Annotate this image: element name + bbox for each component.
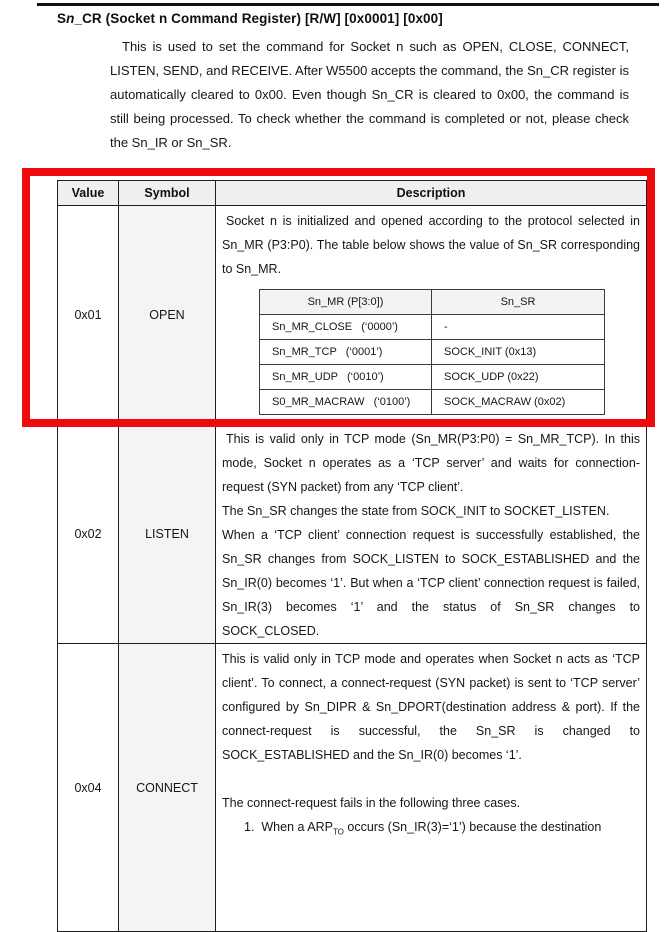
table-row-listen [58, 424, 647, 644]
inner-cell: SOCK_UDP (0x22) [432, 365, 605, 390]
table-header-row [58, 181, 647, 206]
value-cell: 0x02 [58, 424, 119, 644]
inner-cell: Sn_MR_TCP (‘0001’) [260, 340, 432, 365]
description-cell [216, 206, 647, 424]
inner-row-udp [260, 365, 605, 390]
inner-cell: - [432, 315, 605, 340]
description-paragraph: When a ‘TCP client’ connection request is successfully established, the Sn_SR changes from SOCK_LISTEN to SOCK_ESTABLISHED and the Sn_IR(0) becomes ‘1’. But when a ‘TCP client’ connection request is failed, Sn_IR(3) becomes ‘1’ and the status of Sn_SR changes to SOCK_CLOSED. [222, 528, 640, 638]
symbol-cell: LISTEN [119, 424, 216, 644]
heading-italic-n: n [66, 11, 75, 26]
value-cell: 0x04 [58, 644, 119, 932]
inner-header-row [260, 290, 605, 315]
inner-header-sn-sr: Sn_SR [432, 290, 605, 315]
description-cell [216, 424, 647, 644]
list-item-text: 1. When a ARP [244, 820, 333, 834]
table-row-connect [58, 644, 647, 932]
inner-cell: SOCK_INIT (0x13) [432, 340, 605, 365]
description-cell [216, 644, 647, 932]
inner-row-macraw [260, 390, 605, 415]
register-heading [57, 11, 443, 26]
heading-prefix: S [57, 11, 67, 26]
symbol-cell: OPEN [119, 206, 216, 424]
description-paragraph: The Sn_SR changes the state from SOCK_INIT to SOCKET_LISTEN. [222, 504, 610, 518]
column-header-value: Value [58, 181, 119, 206]
page-top-rule [37, 3, 659, 6]
numbered-list-item [222, 815, 640, 845]
inner-cell: Sn_MR_CLOSE (‘0000’) [260, 315, 432, 340]
description-paragraph: The connect-request fails in the following three cases. [222, 796, 521, 810]
list-item-text: occurs (Sn_IR(3)=‘1’) because the destination [343, 820, 602, 834]
table-row-open [58, 206, 647, 424]
value-cell: 0x01 [58, 206, 119, 424]
inner-header-sn-mr: Sn_MR (P[3:0]) [260, 290, 432, 315]
inner-row-tcp [260, 340, 605, 365]
sn-mr-sn-sr-table [259, 289, 605, 415]
column-header-description: Description [216, 181, 647, 206]
command-register-table [57, 180, 647, 932]
inner-row-close [260, 315, 605, 340]
heading-rest: _CR (Socket n Command Register) [R/W] [0x0001] [0x00] [74, 11, 443, 26]
inner-cell: Sn_MR_UDP (‘0010’) [260, 365, 432, 390]
symbol-cell: CONNECT [119, 644, 216, 932]
list-item-subscript: TO [332, 827, 344, 837]
description-paragraph: This is valid only in TCP mode (Sn_MR(P3:P0) = Sn_MR_TCP). In this mode, Socket n operates as a ‘TCP server’ and waits for connection-request (SYN packet) from any ‘TCP client’. [222, 432, 640, 494]
intro-paragraph: This is used to set the command for Socket n such as OPEN, CLOSE, CONNECT, LISTEN, SEND, and RECEIVE. After W5500 accepts the command, the Sn_CR register is automatically cleared to 0x00. Even though Sn_CR is cleared to 0x00, the command is still being processed. To check whether the command is completed or not, please check the Sn_IR or Sn_SR. [110, 39, 629, 150]
description-paragraph: This is valid only in TCP mode and operates when Socket n acts as ‘TCP client’. To connect, a connect-request (SYN packet) is sent to ‘TCP server’ configured by Sn_DIPR & Sn_DPORT(destination address & port). If the connect-request is successful, the Sn_SR is changed to SOCK_ESTABLISHED and the Sn_IR(0) becomes ‘1’. [222, 652, 640, 762]
column-header-symbol: Symbol [119, 181, 216, 206]
inner-cell: S0_MR_MACRAW (‘0100’) [260, 390, 432, 415]
description-paragraph: Socket n is initialized and opened according to the protocol selected in Sn_MR (P3:P0). The table below shows the value of Sn_SR corresponding to Sn_MR. [222, 214, 640, 276]
inner-cell: SOCK_MACRAW (0x02) [432, 390, 605, 415]
